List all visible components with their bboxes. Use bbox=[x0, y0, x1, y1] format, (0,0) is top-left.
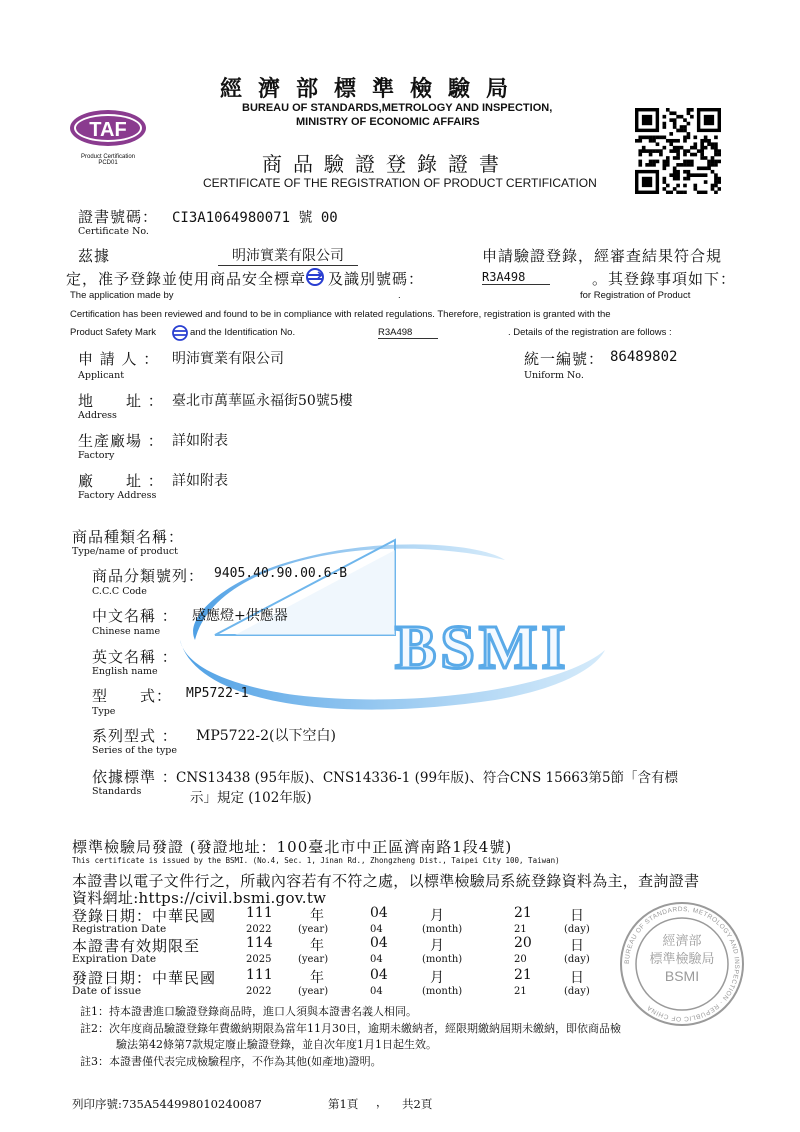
date-month-en: 04 bbox=[370, 924, 383, 935]
date-day-unit: 日 bbox=[570, 908, 584, 924]
date-month: 04 bbox=[370, 935, 388, 951]
cert-no-label-en: Certificate No. bbox=[78, 226, 149, 237]
date-day-unit-en: (day) bbox=[564, 986, 590, 997]
cert-title-zh: 商品驗證登錄證書 bbox=[262, 152, 510, 176]
applicant-value: 明沛實業有限公司 bbox=[172, 351, 284, 367]
date-month-unit: 月 bbox=[430, 938, 444, 954]
stmt-en-line1-a: The application made by bbox=[70, 290, 174, 301]
bureau-title-zh: 經濟部標準檢驗局 bbox=[220, 76, 525, 102]
std-value-1: CNS13438 (95年版)、CNS14336-1 (99年版)、符合CNS 15663第5節「含有標 bbox=[176, 770, 679, 786]
cert-title-en: CERTIFICATE OF THE REGISTRATION OF PRODUCT CERTIFICATION bbox=[203, 176, 597, 190]
date-label-en: Date of issue bbox=[72, 985, 142, 997]
stmt-en-line1-b: for Registration of Product bbox=[580, 290, 691, 301]
date-day-unit-en: (day) bbox=[564, 924, 590, 935]
date-month: 04 bbox=[370, 967, 388, 983]
date-year: 114 bbox=[246, 935, 273, 951]
series-label: 系列型式 ： bbox=[92, 727, 178, 745]
date-year-unit-en: (year) bbox=[298, 986, 329, 997]
stmt-en-line3-a: Product Safety Mark bbox=[70, 327, 157, 338]
qr-code bbox=[635, 108, 721, 194]
issuer-line2: 本證書以電子文件行之，所載內容若有不符之處，以標準檢驗局系統登錄資料為主，查詢證書 bbox=[72, 872, 700, 890]
cert-no-label: 證書號碼： bbox=[78, 208, 159, 226]
cert-no-value: CI3A1064980071 號 00 bbox=[172, 210, 338, 226]
date-label: 登錄日期：中華民國 bbox=[72, 907, 217, 925]
factory-label: 生產廠場 ： bbox=[78, 432, 164, 450]
address-label-en: Address bbox=[78, 410, 117, 421]
issuer-line1: 標準檢驗局發證 (發證地址：100臺北市中正區濟南路1段4號) bbox=[72, 838, 513, 856]
model-label-en: Type bbox=[92, 706, 116, 717]
stmt-company: 明沛實業有限公司 bbox=[218, 245, 358, 266]
applicant-label: 申 請 人 ： bbox=[78, 350, 160, 368]
model-value: MP5722-1 bbox=[186, 686, 249, 701]
stmt-line2-b: 及識別號碼： bbox=[328, 270, 425, 288]
note-1: 註1：持本證書進口驗證登錄商品時，進口人須與本證書名義人相同。 bbox=[80, 1005, 417, 1018]
date-month-unit-en: (month) bbox=[422, 924, 463, 935]
en-name-label: 英文名稱 ： bbox=[92, 648, 178, 666]
date-day: 21 bbox=[514, 967, 532, 983]
seal-line2: 標準檢驗局 bbox=[649, 952, 715, 967]
note-2: 註2：次年度商品驗證登錄年費繳納期限為當年11月30日，逾期未繳納者，經限期繳納屆期未繳納，即依商品檢 bbox=[80, 1022, 621, 1035]
zh-name-label: 中文名稱 ： bbox=[92, 607, 178, 625]
date-day-unit-en: (day) bbox=[564, 954, 590, 965]
page-separator: ， bbox=[376, 1095, 388, 1109]
date-label: 本證書有效期限至 bbox=[72, 937, 201, 955]
date-year: 111 bbox=[246, 967, 273, 983]
zh-name-value: 感應燈+供應器 bbox=[192, 608, 288, 624]
page-number: 第1頁 bbox=[328, 1097, 359, 1111]
date-day: 21 bbox=[514, 905, 532, 921]
taf-logo-icon bbox=[66, 108, 150, 150]
date-year-unit: 年 bbox=[310, 970, 324, 986]
bureau-title-en-2: MINISTRY OF ECONOMIC AFFAIRS bbox=[296, 116, 480, 128]
ccc-label: 商品分類號列： bbox=[92, 567, 205, 585]
taf-line2: PCD01 bbox=[98, 160, 118, 166]
bureau-title-en-1: BUREAU OF STANDARDS,METROLOGY AND INSPECTION, bbox=[242, 102, 553, 114]
date-month-unit-en: (month) bbox=[422, 986, 463, 997]
page-total: 共2頁 bbox=[402, 1097, 433, 1111]
date-label: 發證日期：中華民國 bbox=[72, 969, 217, 987]
uniform-value: 86489802 bbox=[610, 349, 678, 365]
note-2-cont: 驗法第42條第7款規定廢止驗證登錄，並自次年度1月1日起生效。 bbox=[116, 1038, 437, 1051]
product-type-label-en: Type/name of product bbox=[72, 546, 178, 557]
en-name-label-en: English name bbox=[92, 666, 158, 677]
taf-logo bbox=[66, 108, 150, 166]
date-day-unit: 日 bbox=[570, 970, 584, 986]
factory-address-label-en: Factory Address bbox=[78, 490, 157, 501]
date-day: 20 bbox=[514, 935, 532, 951]
stmt-en-line3-code: R3A498 bbox=[378, 327, 438, 339]
stmt-en-line3-c: . Details of the registration are follows : bbox=[508, 327, 672, 338]
date-year-en: 2025 bbox=[246, 954, 272, 965]
factory-label-en: Factory bbox=[78, 450, 115, 461]
address-label: 地 址 ： bbox=[78, 392, 164, 410]
issuer-line3: 資料網址:https://civil.bsmi.gov.tw bbox=[72, 889, 327, 907]
date-month-en: 04 bbox=[370, 954, 383, 965]
ccc-label-en: C.C.C Code bbox=[92, 586, 147, 597]
print-serial: 列印序號:735A544998010240087 bbox=[72, 1097, 262, 1111]
seal-line3: BSMI bbox=[664, 968, 700, 984]
date-label-en: Expiration Date bbox=[72, 953, 157, 965]
safety-mark-small-icon bbox=[171, 325, 189, 341]
product-type-label: 商品種類名稱： bbox=[72, 528, 185, 546]
date-month: 04 bbox=[370, 905, 388, 921]
taf-line1: Product Certification bbox=[80, 154, 136, 160]
address-value: 臺北市萬華區永福街50號5樓 bbox=[172, 393, 353, 409]
zh-name-label-en: Chinese name bbox=[92, 626, 161, 637]
watermark-text: BSMI bbox=[395, 614, 570, 682]
factory-address-value: 詳如附表 bbox=[172, 473, 228, 489]
model-label: 型 式： bbox=[92, 687, 173, 705]
factory-address-label: 廠 址 ： bbox=[78, 472, 164, 490]
svg-text:TAF: TAF bbox=[89, 119, 127, 141]
date-month-unit: 月 bbox=[430, 970, 444, 986]
applicant-label-en: Applicant bbox=[78, 370, 125, 381]
date-year-en: 2022 bbox=[246, 986, 272, 997]
factory-value: 詳如附表 bbox=[172, 433, 228, 449]
date-day-unit: 日 bbox=[570, 938, 584, 954]
date-day-en: 20 bbox=[514, 954, 527, 965]
std-label: 依據標準 ： bbox=[92, 768, 178, 786]
ccc-value: 9405.40.90.00.6-B bbox=[214, 566, 348, 581]
seal-line1: 經濟部 bbox=[662, 934, 702, 949]
uniform-label-en: Uniform No. bbox=[524, 370, 584, 381]
note-3: 註3：本證書僅代表完成檢驗程序，不作為其他(如產地)證明。 bbox=[80, 1055, 382, 1068]
series-value: MP5722-2(以下空白) bbox=[196, 728, 336, 744]
date-year: 111 bbox=[246, 905, 273, 921]
date-month-unit: 月 bbox=[430, 908, 444, 924]
date-year-en: 2022 bbox=[246, 924, 272, 935]
date-month-unit-en: (month) bbox=[422, 954, 463, 965]
date-year-unit-en: (year) bbox=[298, 924, 329, 935]
stmt-line1-b: 申請驗證登錄，經審查結果符合規 bbox=[482, 247, 723, 265]
stmt-en-line1-dot: . bbox=[398, 290, 401, 301]
stmt-line2-a: 定，准予登錄並使用商品安全標章 bbox=[66, 270, 307, 288]
series-label-en: Series of the type bbox=[92, 745, 177, 756]
stmt-en-line2: Certification has been reviewed and found to be in compliance with related regulations. Therefore, registration is granted with the bbox=[70, 309, 611, 320]
date-month-en: 04 bbox=[370, 986, 383, 997]
bsmi-seal bbox=[618, 900, 746, 1028]
std-value-2: 示」規定 (102年版) bbox=[190, 790, 312, 806]
issuer-line1-en: This certificate is issued by the BSMI. (No.4, Sec. 1, Jinan Rd., Zhongzheng Dist., Taipei City 100, Taiwan) bbox=[72, 856, 560, 865]
stmt-code: R3A498 bbox=[482, 270, 550, 285]
date-day-en: 21 bbox=[514, 986, 527, 997]
date-year-unit-en: (year) bbox=[298, 954, 329, 965]
date-year-unit: 年 bbox=[310, 908, 324, 924]
stmt-line1-a: 茲據 bbox=[78, 247, 111, 265]
safety-mark-icon bbox=[305, 268, 325, 286]
svg-text:BUREAU OF STANDARDS, METROLOGY: BUREAU OF STANDARDS, METROLOGY AND INSPECTION · REPUBLIC OF CHINA bbox=[623, 905, 741, 1023]
std-label-en: Standards bbox=[92, 786, 142, 797]
date-day-en: 21 bbox=[514, 924, 527, 935]
stmt-line2-c: 。其登錄事項如下： bbox=[592, 270, 737, 288]
date-year-unit: 年 bbox=[310, 938, 324, 954]
date-label-en: Registration Date bbox=[72, 923, 167, 935]
stmt-en-line3-b: and the Identification No. bbox=[190, 327, 296, 338]
uniform-label: 統一編號： bbox=[524, 350, 605, 368]
